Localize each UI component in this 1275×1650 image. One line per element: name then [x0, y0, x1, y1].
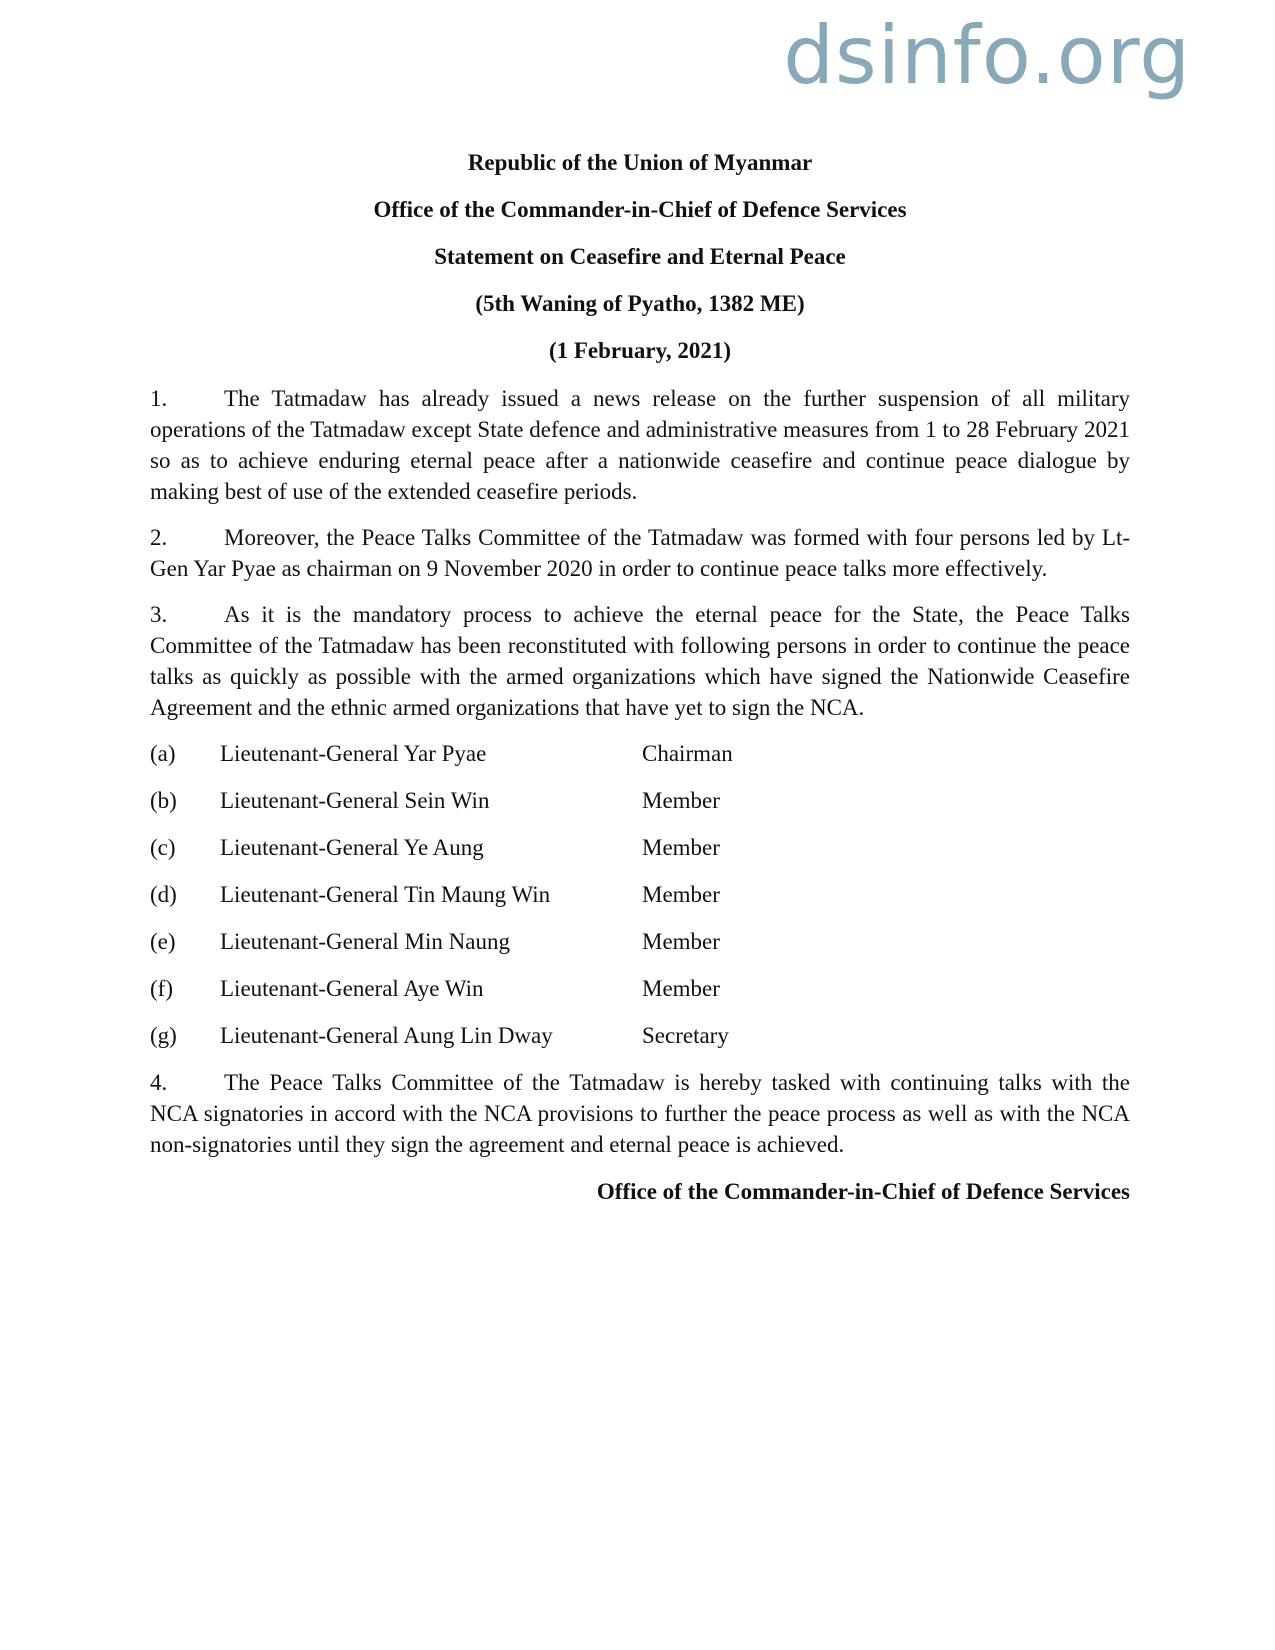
heading-office: Office of the Commander-in-Chief of Defence Services	[373, 197, 907, 222]
paragraph-number: 1.	[150, 386, 168, 411]
member-letter: (c)	[150, 835, 176, 860]
member-name: Lieutenant-General Ye Aung	[220, 835, 484, 860]
member-row	[150, 785, 1130, 832]
member-role: Member	[642, 882, 720, 907]
paragraph-text: The Peace Talks Committee of the Tatmadaw is hereby tasked with continuing talks with the NCA signatories in accord with the NCA provisions to further the peace process as well as with the NCA non-signatories until they sign the agreement and eternal peace is achieved.	[150, 1070, 1130, 1157]
member-row	[150, 879, 1130, 926]
paragraph-text: The Tatmadaw has already issued a news release on the further suspension of all military operations of the Tatmadaw except State defence and administrative measures from 1 to 28 February 2021 so as to achieve enduring eternal peace after a nationwide ceasefire and continue peace dialogue by making best of use of the extended ceasefire periods.	[150, 386, 1130, 504]
paragraph-4	[150, 1067, 1130, 1160]
member-name: Lieutenant-General Tin Maung Win	[220, 882, 551, 907]
member-name: Lieutenant-General Sein Win	[220, 788, 490, 813]
document-body	[150, 148, 1130, 1207]
member-name: Lieutenant-General Min Naung	[220, 929, 510, 954]
committee-member-list	[150, 738, 1130, 1067]
heading-statement-title: Statement on Ceasefire and Eternal Peace	[434, 244, 846, 269]
heading-date: (1 February, 2021)	[548, 338, 732, 363]
member-role: Member	[642, 929, 720, 954]
paragraph-number: 2.	[150, 525, 168, 550]
member-row	[150, 1020, 1130, 1067]
member-name: Lieutenant-General Aye Win	[220, 976, 484, 1001]
paragraph-3	[150, 599, 1130, 723]
member-letter: (d)	[150, 882, 177, 907]
member-role: Secretary	[642, 1023, 729, 1048]
watermark: dsinfo.org	[783, 9, 1191, 102]
member-letter: (a)	[150, 741, 176, 766]
member-name: Lieutenant-General Aung Lin Dway	[220, 1023, 553, 1048]
signature-block: Office of the Commander-in-Chief of Defence Services	[596, 1179, 1130, 1204]
heading-myanmar-date: (5th Waning of Pyatho, 1382 ME)	[475, 291, 805, 316]
member-role: Member	[642, 788, 720, 813]
paragraph-text: Moreover, the Peace Talks Committee of the Tatmadaw was formed with four persons led by Lt-Gen Yar Pyae as chairman on 9 November 2020 in order to continue peace talks more effectively.	[150, 525, 1130, 581]
paragraph-2	[150, 522, 1130, 584]
member-letter: (g)	[150, 1023, 177, 1048]
member-row	[150, 973, 1130, 1020]
member-row	[150, 738, 1130, 785]
paragraph-number: 4.	[150, 1070, 168, 1095]
paragraph-number: 3.	[150, 602, 168, 627]
member-row	[150, 926, 1130, 973]
paragraph-text: As it is the mandatory process to achieve the eternal peace for the State, the Peace Talks Committee of the Tatmadaw has been reconstituted with following persons in order to continue the peace talks as quickly as possible with the armed organizations which have signed the Nationwide Ceasefire Agreement and the ethnic armed organizations that have yet to sign the NCA.	[150, 602, 1130, 720]
paragraph-1	[150, 383, 1130, 507]
member-role: Member	[642, 976, 720, 1001]
member-row	[150, 832, 1130, 879]
heading-republic: Republic of the Union of Myanmar	[467, 150, 813, 175]
member-role: Member	[642, 835, 720, 860]
member-name: Lieutenant-General Yar Pyae	[220, 741, 487, 766]
member-letter: (e)	[150, 929, 176, 954]
member-role: Chairman	[642, 741, 733, 766]
member-letter: (b)	[150, 788, 177, 813]
member-letter: (f)	[150, 976, 173, 1001]
